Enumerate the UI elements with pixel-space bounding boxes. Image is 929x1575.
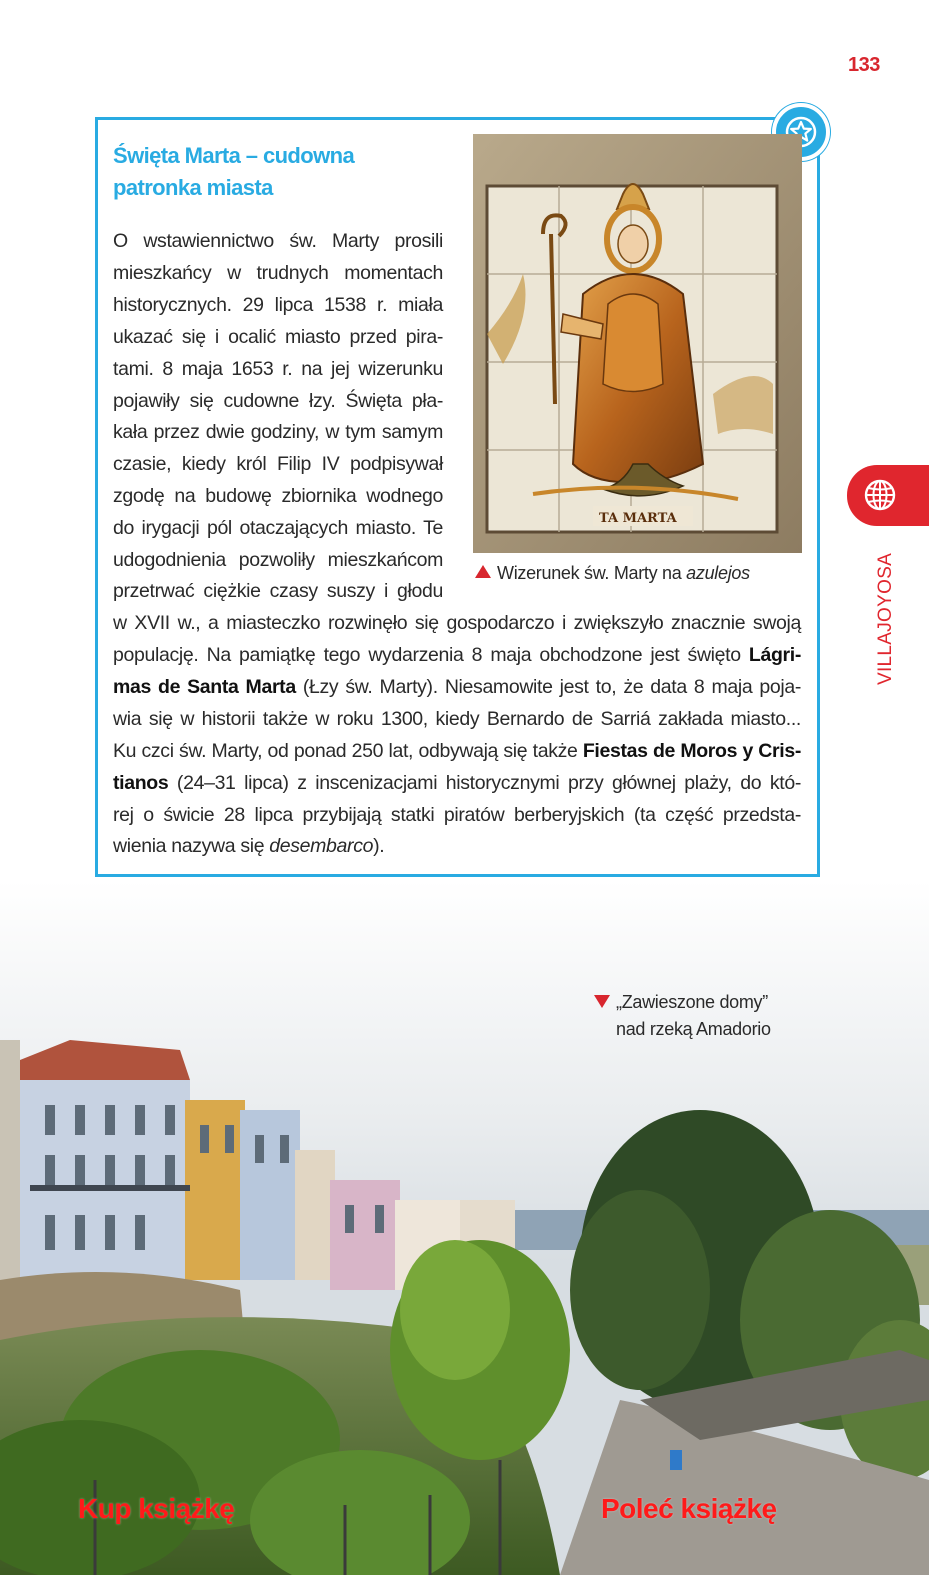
text-run: ). — [373, 835, 385, 857]
text-line: przetrwać ciężkie czasy suszy i głodu — [113, 580, 443, 602]
section-label: VILLAJOYOSA — [875, 552, 896, 685]
text-line: kała przez dwie godziny, w tym samym — [113, 421, 443, 443]
caption-text: Wizerunek św. Marty na — [497, 563, 687, 583]
text-run: (24–31 lipca) z inscenizacjami historycznymi przy głównej plaży, do któ- — [168, 772, 801, 794]
text-run: wienia nazywa się — [113, 835, 270, 857]
text-line: tami. 8 maja 1653 r. na jej wizerunku — [113, 358, 443, 380]
box-title-line: patronka miasta — [113, 175, 273, 200]
text-line — [113, 830, 801, 862]
text-line: O wstawiennictwo św. Marty prosili — [113, 230, 443, 252]
caption-italic: azulejos — [686, 563, 750, 583]
caption-line: nad rzeką Amadorio — [616, 1019, 771, 1039]
box-title-line: Święta Marta – cudowna — [113, 143, 355, 168]
text-line: czasie, kiedy król Filip IV podpisywał — [113, 453, 443, 475]
bold-term: Fiestas de Moros y Cris- — [582, 740, 801, 762]
text-line: mieszkańcy w trudnych momentach — [113, 262, 443, 284]
text-line: wia się w historii także w roku 1300, kiedy Bernardo de Sarriá zakłada miasto... — [113, 708, 801, 730]
text-line — [113, 671, 801, 703]
buy-book-link[interactable]: Kup książkę — [78, 1493, 235, 1524]
italic-term: desembarco — [269, 835, 374, 857]
section-tab[interactable] — [847, 465, 929, 526]
bold-term: mas de Santa Marta — [113, 676, 296, 698]
town-photo — [0, 880, 929, 1575]
text-line: udogodnienia pozwoliły mieszkańcom — [113, 549, 443, 571]
bold-term: Lágri- — [748, 644, 801, 666]
text-line: do irygacji pól otaczających miasto. Te — [113, 517, 443, 539]
text-run: populację. Na pamiątkę tego wydarzenia 8 maja obchodzone jest święto — [113, 644, 749, 666]
recommend-book-link[interactable]: Poleć książkę — [601, 1493, 777, 1524]
text-line: ukazać się i ocalić miasto przed pira- — [113, 326, 443, 348]
text-run: Ku czci św. Marty, od ponad 250 lat, odbywają się także — [113, 740, 583, 762]
text-line: pojawiły się cudowne łzy. Święta pła- — [113, 390, 443, 412]
text-line — [113, 639, 801, 671]
caption-line: „Zawieszone domy” — [616, 992, 768, 1012]
text-line: zgodę na budowę zbiornika wodnego — [113, 485, 443, 507]
text-run: (Łzy św. Marty). Niesamowite jest to, że data 8 maja poja- — [295, 676, 801, 698]
text-line: w XVII w., a miasteczko rozwinęło się gospodarczo i zwiększyło znacznie swoją — [113, 612, 801, 634]
globe-icon — [863, 478, 897, 512]
azulejo-caption — [475, 563, 750, 584]
page-number: 133 — [848, 54, 880, 76]
text-line: historycznych. 29 lipca 1538 r. miała — [113, 294, 443, 316]
azulejo-image — [473, 134, 802, 553]
tile-inscription: TA MARTA — [599, 511, 677, 526]
box-title — [113, 140, 433, 204]
text-line: rej o świcie 28 lipca przybijają statki piratów berberyjskich (ta część przedsta- — [113, 804, 801, 826]
text-line — [113, 767, 801, 799]
triangle-up-icon — [475, 565, 491, 578]
town-photo-caption — [594, 989, 804, 1043]
text-line — [113, 735, 801, 767]
bold-term: tianos — [113, 772, 169, 794]
triangle-down-icon — [594, 995, 610, 1008]
